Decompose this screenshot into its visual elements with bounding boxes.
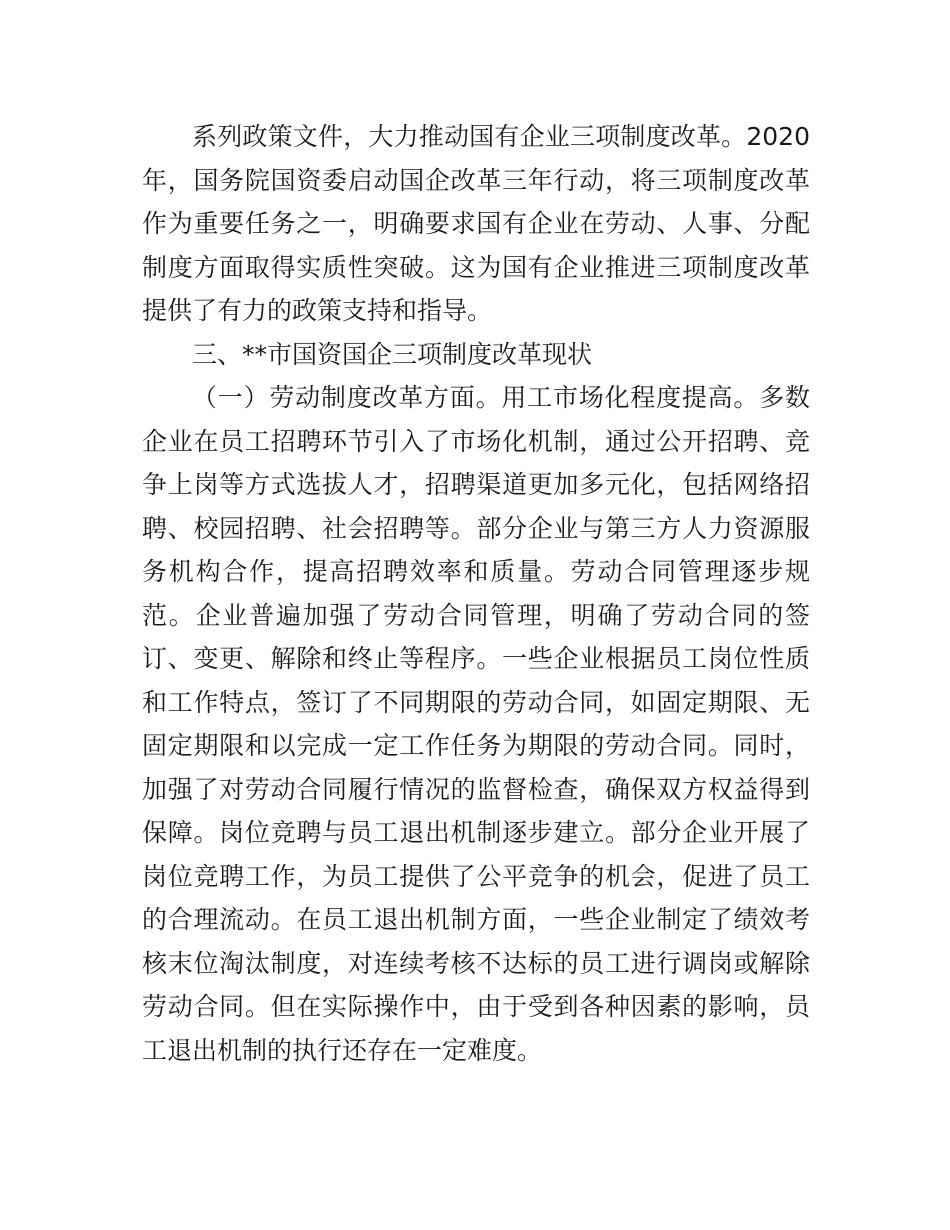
- section-heading-reform-status: 三、**市国资国企三项制度改革现状: [192, 339, 593, 369]
- paragraph-policy-background: 系列政策文件，大力推动国有企业三项制度改革。2020年，国务院国资委启动国企改革三年行动，将三项制度改革作为重要任务之一，明确要求国有企业在劳动、人事、分配制度方面取得实质性突破。这为国有企业推进三项制度改革提供了有力的政策支持和指导。: [142, 122, 810, 325]
- paragraph-labor-reform: （一）劳动制度改革方面。用工市场化程度提高。多数企业在员工招聘环节引入了市场化机制，通过公开招聘、竞争上岗等方式选拔人才，招聘渠道更加多元化，包括网络招聘、校园招聘、社会招聘等。部分企业与第三方人力资源服务机构合作，提高招聘效率和质量。劳动合同管理逐步规范。企业普遍加强了劳动合同管理，明确了劳动合同的签订、变更、解除和终止等程序。一些企业根据员工岗位性质和工作特点，签订了不同期限的劳动合同，如固定期限、无固定期限和以完成一定工作任务为期限的劳动合同。同时，加强了对劳动合同履行情况的监督检查，确保双方权益得到保障。岗位竞聘与员工退出机制逐步建立。部分企业开展了岗位竞聘工作，为员工提供了公平竞争的机会，促进了员工的合理流动。在员工退出机制方面，一些企业制定了绩效考核末位淘汰制度，对连续考核不达标的员工进行调岗或解除劳动合同。但在实际操作中，由于受到各种因素的影响，员工退出机制的执行还存在一定难度。: [142, 383, 810, 1065]
- document-body: [142, 115, 810, 1072]
